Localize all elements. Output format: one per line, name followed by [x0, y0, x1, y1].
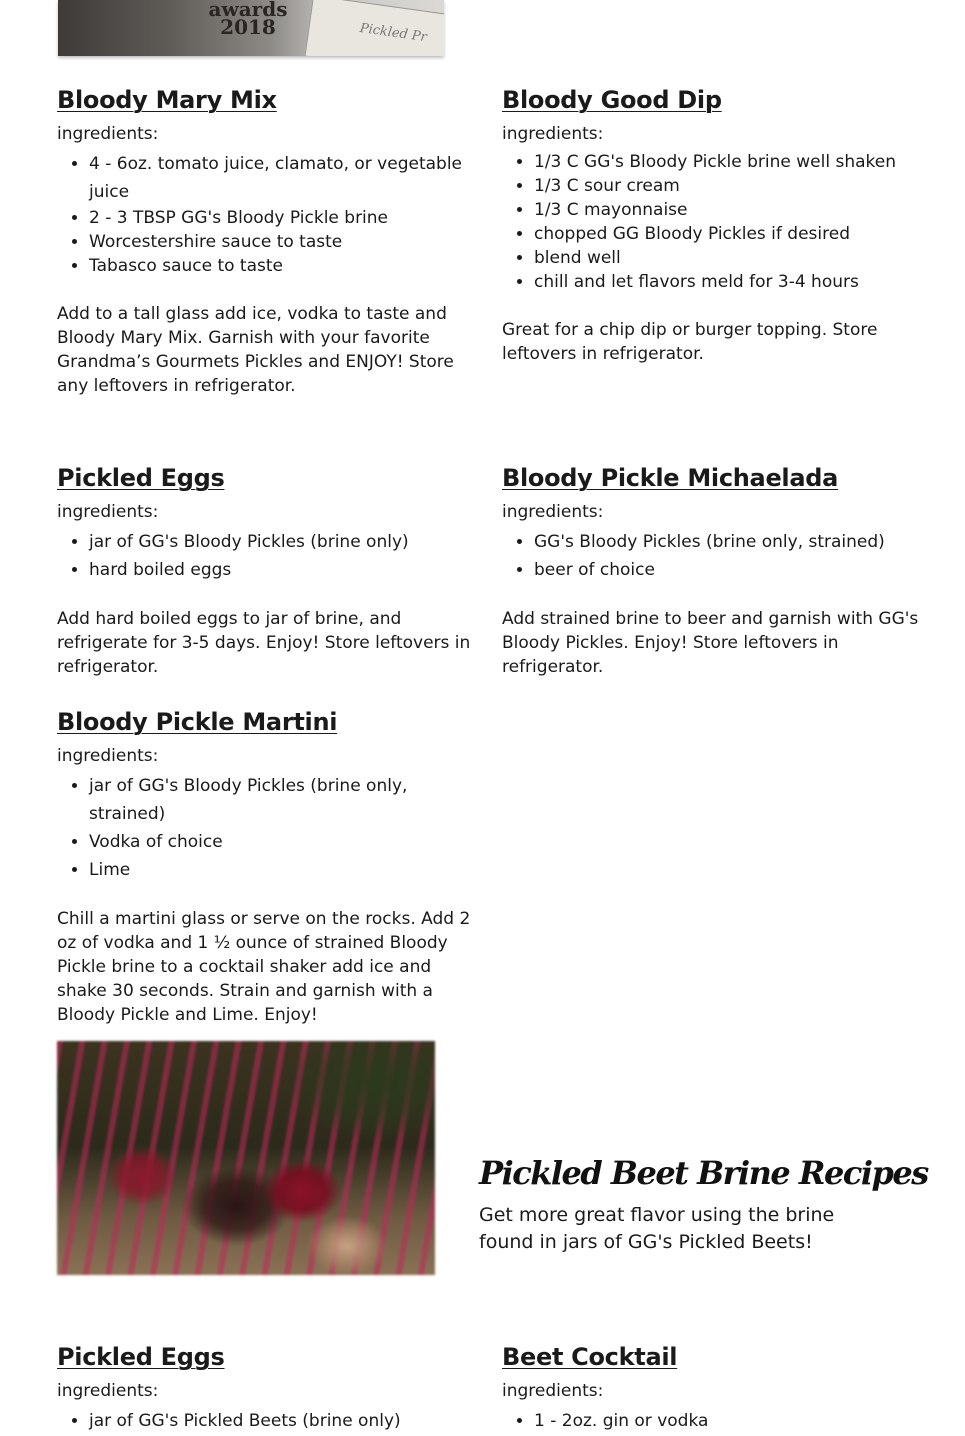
ingredients-list	[502, 1407, 922, 1435]
recipe-title[interactable]: Bloody Pickle Michaelada	[502, 464, 839, 492]
recipe-title[interactable]: Pickled Eggs	[57, 1343, 225, 1371]
recipe-bloody-pickle-martini	[57, 708, 482, 1027]
ingredients-list	[502, 528, 922, 584]
recipe-title[interactable]: Bloody Good Dip	[502, 86, 722, 114]
list-item: • hard boiled eggs	[89, 556, 482, 584]
recipe-bloody-pickle-michaelada	[502, 464, 922, 679]
list-item: • beer of choice	[534, 556, 922, 584]
card-text: Pickled Pr	[358, 20, 428, 46]
recipe-card	[304, 0, 444, 56]
list-item: • chopped GG Bloody Pickles if desired	[534, 222, 922, 246]
beet-section-title: Pickled Beet Brine Recipes	[479, 1154, 928, 1192]
list-item: • jar of GG's Pickled Beets (brine only)	[89, 1407, 482, 1435]
recipe-title[interactable]: Pickled Eggs	[57, 464, 225, 492]
ingredients-list	[57, 528, 482, 584]
ingredients-list	[57, 1407, 482, 1435]
list-item: • 1/3 C sour cream	[534, 174, 922, 198]
ingredients-label: ingredients:	[502, 1381, 604, 1401]
recipe-bloody-mary-mix	[57, 86, 482, 398]
list-item: • blend well	[534, 246, 922, 270]
list-item: • Lime	[89, 856, 482, 884]
recipe-description: Chill a martini glass or serve on the rocks. Add 2 oz of vodka and 1 ½ ounce of strained Bloody Pickle brine to a cocktail shaker add ice and shake 30 seconds. Strain and garnish with a Bloody Pickle and Lime. Enjoy!	[57, 909, 471, 1025]
ingredients-list	[57, 772, 482, 884]
list-item: • GG's Bloody Pickles (brine only, strained)	[534, 528, 922, 556]
ingredients-label: ingredients:	[502, 124, 604, 144]
recipe-description: Add strained brine to beer and garnish with GG's Bloody Pickles. Enjoy! Store leftovers in refrigerator.	[502, 609, 919, 677]
list-item: • Worcestershire sauce to taste	[89, 230, 482, 254]
ingredients-label: ingredients:	[57, 746, 159, 766]
list-item: • 1 - 2oz. gin or vodka	[534, 1407, 922, 1435]
ingredients-list	[502, 150, 922, 294]
list-item: • chill and let flavors meld for 3-4 hours	[534, 270, 922, 294]
beet-section-subtitle: Get more great flavor using the brine found in jars of GG's Pickled Beets!	[479, 1204, 835, 1253]
list-item: • 4 - 6oz. tomato juice, clamato, or vegetable juice	[89, 150, 482, 206]
recipe-title[interactable]: Bloody Pickle Martini	[57, 708, 338, 736]
ingredients-label: ingredients:	[57, 502, 159, 522]
list-item: • 1/3 C GG's Bloody Pickle brine well shaken	[534, 150, 922, 174]
ingredients-list	[57, 150, 482, 278]
pickled-beets-photo	[57, 1041, 435, 1275]
list-item: • jar of GG's Bloody Pickles (brine only)	[89, 528, 482, 556]
list-item: • Tabasco sauce to taste	[89, 254, 482, 278]
recipe-beet-cocktail	[502, 1343, 922, 1435]
recipe-title[interactable]: Bloody Mary Mix	[57, 86, 277, 114]
award-plaque: awards 2018	[208, 0, 288, 39]
list-item: • Vodka of choice	[89, 828, 482, 856]
ingredients-label: ingredients:	[57, 124, 159, 144]
recipe-description: Add hard boiled eggs to jar of brine, and refrigerate for 3-5 days. Enjoy! Store leftovers in refrigerator.	[57, 609, 471, 677]
list-item: • 1/3 C mayonnaise	[534, 198, 922, 222]
recipe-title[interactable]: Beet Cocktail	[502, 1343, 678, 1371]
list-item: • 2 - 3 TBSP GG's Bloody Pickle brine	[89, 206, 482, 230]
recipe-bloody-good-dip	[502, 86, 922, 366]
recipe-description: Add to a tall glass add ice, vodka to taste and Bloody Mary Mix. Garnish with your favorite Grandma’s Gourmets Pickles and ENJOY! Store any leftovers in refrigerator.	[57, 304, 454, 396]
recipe-pickled-eggs	[57, 464, 482, 679]
ingredients-label: ingredients:	[502, 502, 604, 522]
recipe-description: Great for a chip dip or burger topping. Store leftovers in refrigerator.	[502, 320, 878, 364]
list-item: • jar of GG's Bloody Pickles (brine only, strained)	[89, 772, 482, 828]
recipe-beet-pickled-eggs	[57, 1343, 482, 1435]
awards-photo	[58, 0, 444, 56]
ingredients-label: ingredients:	[57, 1381, 159, 1401]
